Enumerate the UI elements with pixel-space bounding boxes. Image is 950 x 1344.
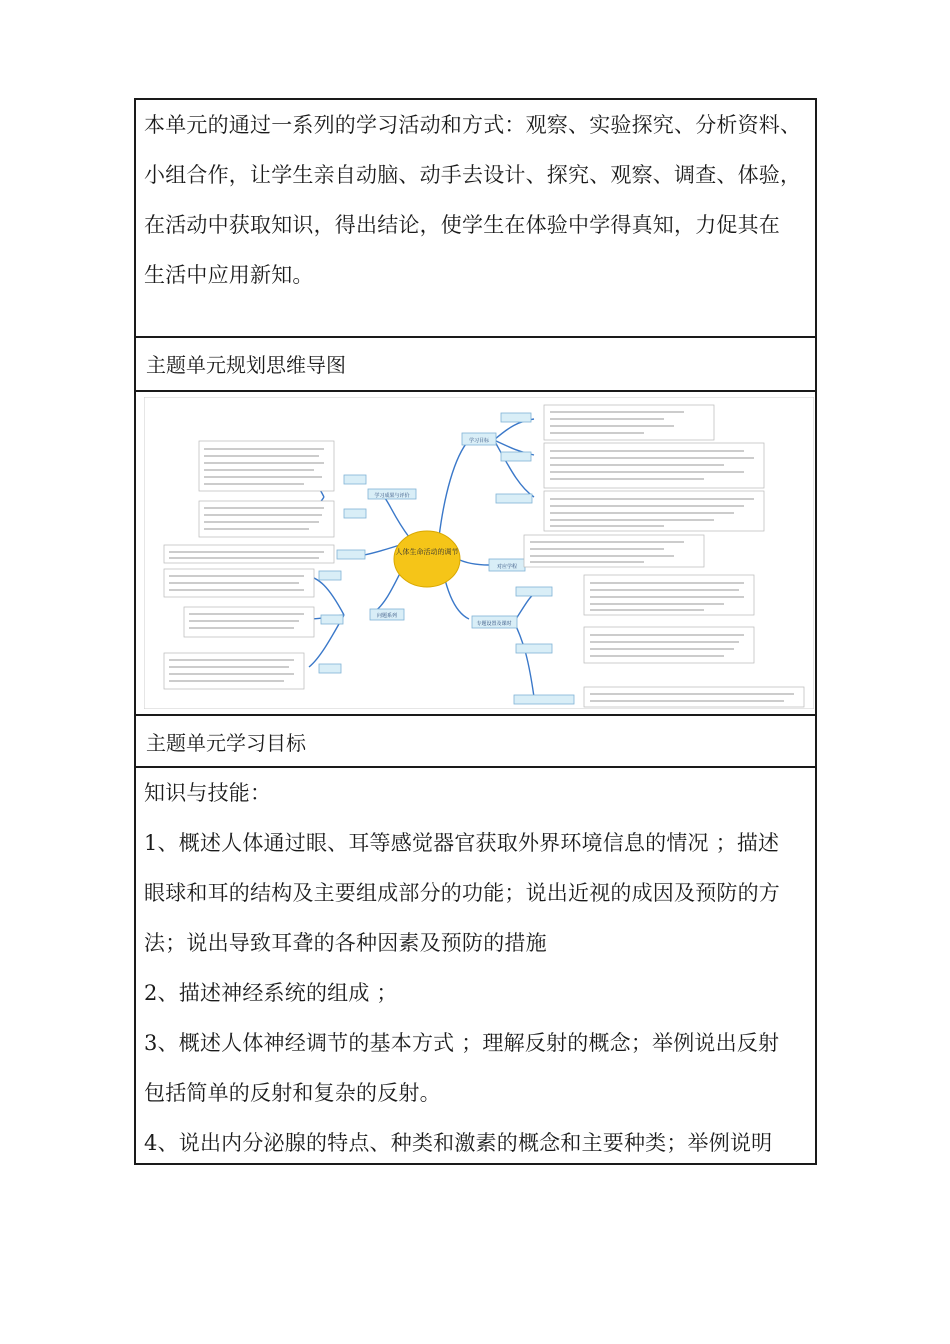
goal-line: 包括简单的反射和复杂的反射。 <box>144 1081 441 1105</box>
goal-line: 1、概述人体通过眼、耳等感觉器官获取外界环境信息的情况 ；描述 <box>144 831 780 855</box>
mindmap-center-label: 人体生命活动的调节 <box>395 548 459 556</box>
svg-text:学习目标: 学习目标 <box>468 438 490 444</box>
mindmap-image <box>144 397 814 709</box>
goals-cell <box>136 766 815 1167</box>
svg-text:对应学程: 对应学程 <box>496 564 518 570</box>
svg-text:专题设置及课时: 专题设置及课时 <box>476 621 512 627</box>
intro-line: 小组合作，让学生亲自动脑、动手去设计、探究、观察、调查、体验， <box>144 163 802 187</box>
goal-line: 眼球和耳的结构及主要组成部分的功能；说出近视的成因及预防的方 <box>144 881 780 905</box>
intro-line: 在活动中获取知识，得出结论，使学生在体验中学得真知，力促其在 <box>144 213 780 237</box>
intro-paragraph <box>136 100 815 300</box>
intro-line: 本单元的通过一系列的学习活动和方式：观察、实验探究、分析资料、 <box>144 113 802 137</box>
goals-subheading: 知识与技能： <box>144 781 272 805</box>
goal-line: 3、概述人体神经调节的基本方式 ；理解反射的概念；举例说出反射 <box>144 1031 780 1055</box>
goal-line: 4、说出内分泌腺的特点、种类和激素的概念和主要种类；举例说明 <box>144 1131 773 1155</box>
mindmap-heading-cell <box>136 336 815 390</box>
svg-text:学习成果与评价: 学习成果与评价 <box>374 493 410 499</box>
svg-text:问题系列: 问题系列 <box>376 613 398 619</box>
mindmap-cell <box>136 390 815 714</box>
goals-heading-cell <box>136 714 815 766</box>
unit-plan-table <box>134 98 817 1165</box>
intro-cell <box>136 100 815 336</box>
intro-line: 生活中应用新知。 <box>144 263 314 287</box>
goals-heading: 主题单元学习目标 <box>146 731 306 755</box>
goal-line: 2、描述神经系统的组成 ； <box>144 981 398 1005</box>
goal-line: 法；说出导致耳聋的各种因素及预防的措施 <box>144 931 547 955</box>
goals-content <box>136 768 815 1168</box>
mindmap-heading: 主题单元规划思维导图 <box>146 353 346 377</box>
